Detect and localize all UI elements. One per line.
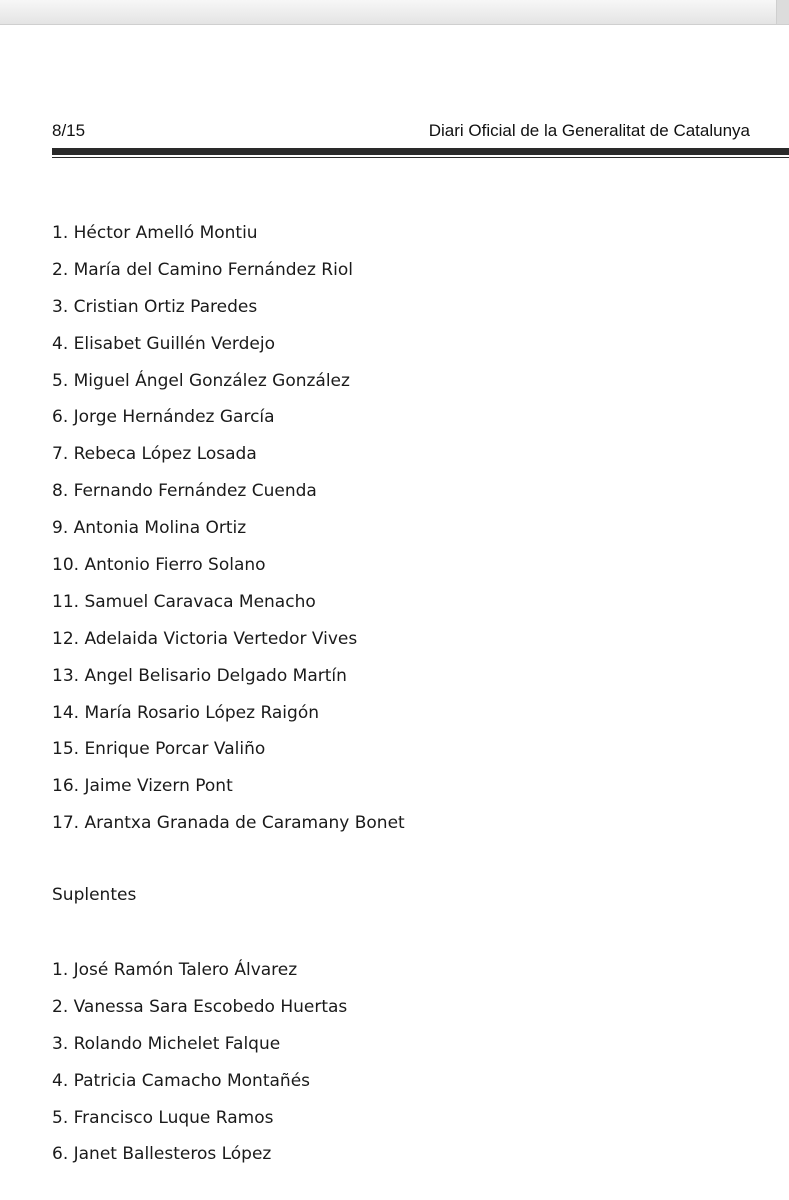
list-item: 7. Rebeca López Losada (52, 444, 257, 465)
list-item: 5. Francisco Luque Ramos (52, 1107, 274, 1128)
suplentes-list (52, 952, 347, 1173)
document-page (0, 25, 789, 1200)
header-rule-thick (52, 148, 789, 155)
list-item: 14. María Rosario López Raigón (52, 702, 319, 723)
list-item: 3. Rolando Michelet Falque (52, 1033, 281, 1054)
list-item: 10. Antonio Fierro Solano (52, 555, 266, 576)
list-item: 11. Samuel Caravaca Menacho (52, 591, 316, 612)
list-item: 6. Janet Ballesteros López (52, 1144, 272, 1165)
list-item: 1. José Ramón Talero Álvarez (52, 960, 298, 980)
list-item: 2. Vanessa Sara Escobedo Huertas (52, 996, 348, 1017)
page-header (52, 121, 750, 143)
list-item: 1. Héctor Amelló Montiu (52, 223, 258, 243)
header-rule-thin (52, 157, 789, 158)
list-item: 13. Angel Belisario Delgado Martín (52, 665, 347, 686)
list-item: 6. Jorge Hernández García (52, 407, 275, 428)
titulares-list (52, 215, 405, 842)
list-item: 5. Miguel Ángel González González (52, 370, 350, 391)
viewer-toolbar (0, 0, 789, 25)
suplentes-heading: Suplentes (52, 885, 137, 905)
list-item: 16. Jaime Vizern Pont (52, 776, 233, 797)
list-item: 2. María del Camino Fernández Riol (52, 259, 353, 280)
list-item: 15. Enrique Porcar Valiño (52, 739, 266, 760)
list-item: 4. Elisabet Guillén Verdejo (52, 333, 275, 354)
list-item: 9. Antonia Molina Ortiz (52, 518, 247, 539)
list-item: 12. Adelaida Victoria Vertedor Vives (52, 628, 358, 649)
list-item: 4. Patricia Camacho Montañés (52, 1070, 311, 1091)
page-number: 8/15 (52, 121, 86, 140)
journal-title: Diari Oficial de la Generalitat de Catalunya (428, 121, 750, 140)
list-item: 8. Fernando Fernández Cuenda (52, 481, 317, 502)
list-item: 3. Cristian Ortiz Paredes (52, 296, 258, 317)
list-item: 17. Arantxa Granada de Caramany Bonet (52, 813, 405, 834)
scrollbar-handle[interactable] (776, 0, 789, 24)
